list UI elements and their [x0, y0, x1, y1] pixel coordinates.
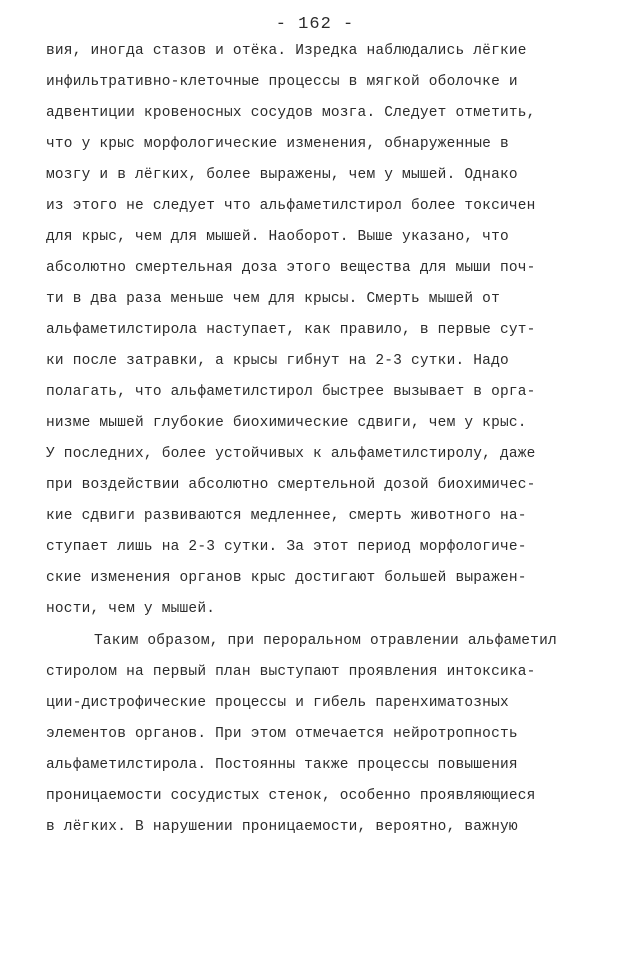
text-line: абсолютно смертельная доза этого вещества для мыши поч-	[46, 260, 536, 276]
text-line: элементов органов. При этом отмечается нейротропность	[46, 726, 518, 742]
text-line: адвентиции кровеносных сосудов мозга. Следует отметить,	[46, 105, 536, 121]
text-line: полагать, что альфаметилстирол быстрее вызывает в орга-	[46, 384, 536, 400]
text-line: Таким образом, при пероральном отравлении альфаметил	[94, 633, 557, 649]
text-line: ти в два раза меньше чем для крысы. Смерть мышей от	[46, 291, 500, 307]
text-line: мозгу и в лёгких, более выражены, чем у мышей. Однако	[46, 167, 518, 183]
text-line: вия, иногда стазов и отёка. Изредка наблюдались лёгкие	[46, 43, 527, 59]
text-line: кие сдвиги развиваются медленнее, смерть животного на-	[46, 508, 527, 524]
text-line: ские изменения органов крыс достигают большей выражен-	[46, 570, 527, 586]
text-line: инфильтративно-клеточные процессы в мягкой оболочке и	[46, 74, 518, 90]
text-line: из этого не следует что альфаметилстирол более токсичен	[46, 198, 536, 214]
text-line: альфаметилстирола. Постоянны также процессы повышения	[46, 757, 518, 773]
text-line: низме мышей глубокие биохимические сдвиги, чем у крыс.	[46, 415, 527, 431]
text-line: ступает лишь на 2-3 сутки. За этот период морфологиче-	[46, 539, 527, 555]
text-line: альфаметилстирола наступает, как правило, в первые сут-	[46, 322, 536, 338]
text-line: ки после затравки, а крысы гибнут на 2-3 сутки. Надо	[46, 353, 509, 369]
text-line: для крыс, чем для мышей. Наоборот. Выше указано, что	[46, 229, 509, 245]
text-line: ции-дистрофические процессы и гибель паренхиматозных	[46, 695, 509, 711]
text-line: что у крыс морфологические изменения, обнаруженные в	[46, 136, 509, 152]
text-line: при воздействии абсолютно смертельной дозой биохимичес-	[46, 477, 536, 493]
text-line: У последних, более устойчивых к альфаметилстиролу, даже	[46, 446, 536, 462]
text-line: ности, чем у мышей.	[46, 601, 216, 617]
text-line: стиролом на первый план выступают проявления интоксика-	[46, 664, 536, 680]
text-line: в лёгких. В нарушении проницаемости, вероятно, важную	[46, 819, 518, 835]
text-line: проницаемости сосудистых стенок, особенно проявляющиеся	[46, 788, 536, 804]
page-number: - 162 -	[275, 15, 355, 34]
